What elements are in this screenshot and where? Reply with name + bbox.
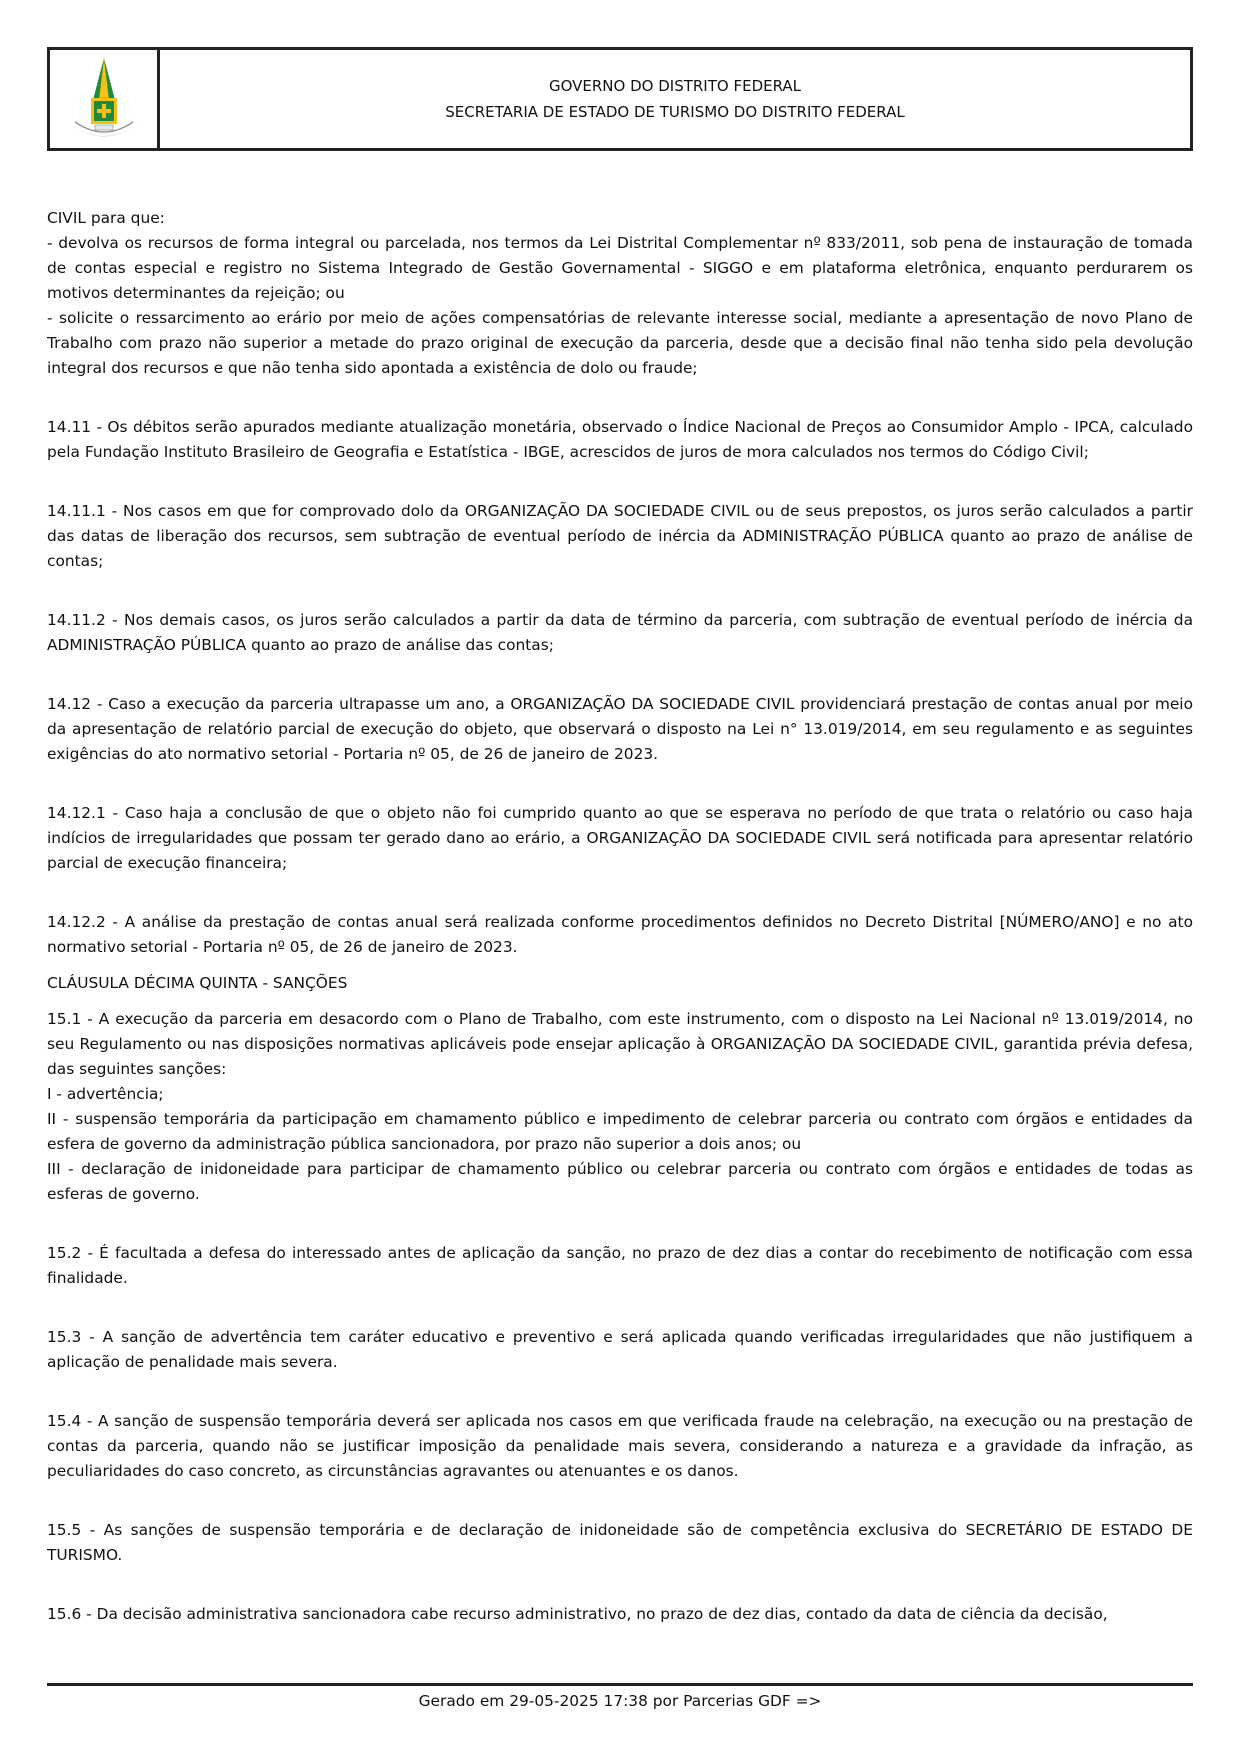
header-secretariat-title: SECRETARIA DE ESTADO DE TURISMO DO DISTRITO FEDERAL xyxy=(445,103,905,121)
paragraph: 15.3 - A sanção de advertência tem caráter educativo e preventivo e será aplicada quando verificadas irregularidades que não justifiquem a aplicação de penalidade mais severa. xyxy=(47,1328,1193,1371)
paragraph: 14.11.2 - Nos demais casos, os juros serão calculados a partir da data de término da parceria, com subtração de eventual período de inércia da ADMINISTRAÇÃO PÚBLICA quanto ao prazo de análise das contas; xyxy=(47,611,1193,654)
paragraph: 15.1 - A execução da parceria em desacordo com o Plano de Trabalho, com este instrumento, com o disposto na Lei Nacional nº 13.019/2014, no seu Regulamento ou nas disposições normativas aplicáveis pode ensejar aplicação à ORGANIZAÇÃO DA SOCIEDADE CIVIL, garantida prévia defesa, das seguintes sanções: xyxy=(47,1010,1193,1078)
paragraph: - devolva os recursos de forma integral ou parcelada, nos termos da Lei Distrital Complementar nº 833/2011, sob pena de instauração de tomada de contas especial e registro no Sistema Integrado de Gestão Governamental - SIGGO e em plataforma eletrônica, enquanto perdurarem os motivos determinantes da rejeição; ou xyxy=(47,234,1193,302)
footer-generated-note: Gerado em 29-05-2025 17:38 por Parcerias GDF => xyxy=(418,1692,822,1710)
gdf-emblem-icon xyxy=(65,54,143,144)
paragraph: 15.2 - É facultada a defesa do interessado antes de aplicação da sanção, no prazo de dez dias a contar do recebimento de notificação com essa finalidade. xyxy=(47,1244,1193,1287)
paragraph: 14.12.2 - A análise da prestação de contas anual será realizada conforme procedimentos definidos no Decreto Distrital [NÚMERO/ANO] e no ato normativo setorial - Portaria nº 05, de 26 de janeiro de 2023. xyxy=(47,913,1193,956)
document-header xyxy=(47,47,1193,151)
logo-cell xyxy=(50,50,160,148)
header-government-title: GOVERNO DO DISTRITO FEDERAL xyxy=(548,77,802,95)
paragraph: 15.4 - A sanção de suspensão temporária deverá ser aplicada nos casos em que verificada fraude na celebração, na execução ou na prestação de contas da parceria, quando não se justificar imposição da penalidade mais severa, considerando a natureza e a gravidade da infração, as peculiaridades do caso concreto, as circunstâncias agravantes ou atenuantes e os danos. xyxy=(47,1412,1193,1480)
list-item: I - advertência; xyxy=(47,1085,164,1103)
paragraph: 14.11 - Os débitos serão apurados mediante atualização monetária, observado o Índice Nacional de Preços ao Consumidor Amplo - IPCA, calculado pela Fundação Instituto Brasileiro de Geografia e Estatística - IBGE, acrescidos de juros de mora calculados nos termos do Código Civil; xyxy=(47,418,1193,461)
paragraph: 14.12.1 - Caso haja a conclusão de que o objeto não foi cumprido quanto ao que se esperava no período de que trata o relatório ou caso haja indícios de irregularidades que possam ter gerado dano ao erário, a ORGANIZAÇÃO DA SOCIEDADE CIVIL será notificada para apresentar relatório parcial de execução financeira; xyxy=(47,804,1193,872)
header-titles xyxy=(160,50,1190,148)
paragraph: CIVIL para que: xyxy=(47,209,165,227)
document-body xyxy=(47,206,1193,1627)
list-item: II - suspensão temporária da participação em chamamento público e impedimento de celebrar parceria ou contrato com órgãos e entidades da esfera de governo da administração pública sancionadora, por prazo não superior a dois anos; ou xyxy=(47,1110,1193,1153)
footer-divider xyxy=(47,1683,1193,1686)
paragraph: 14.12 - Caso a execução da parceria ultrapasse um ano, a ORGANIZAÇÃO DA SOCIEDADE CIVIL providenciará prestação de contas anual por meio da apresentação de relatório parcial de execução do objeto, que observará o disposto na Lei n° 13.019/2014, em seu regulamento e as seguintes exigências do ato normativo setorial - Portaria nº 05, de 26 de janeiro de 2023. xyxy=(47,695,1193,763)
paragraph: 14.11.1 - Nos casos em que for comprovado dolo da ORGANIZAÇÃO DA SOCIEDADE CIVIL ou de seus prepostos, os juros serão calculados a partir das datas de liberação dos recursos, sem subtração de eventual período de inércia da ADMINISTRAÇÃO PÚBLICA quanto ao prazo de análise de contas; xyxy=(47,502,1193,570)
paragraph: - solicite o ressarcimento ao erário por meio de ações compensatórias de relevante interesse social, mediante a apresentação de novo Plano de Trabalho com prazo não superior a metade do prazo original de execução da parceria, desde que a decisão final não tenha sido pela devolução integral dos recursos e que não tenha sido apontada a existência de dolo ou fraude; xyxy=(47,309,1193,377)
paragraph: 15.6 - Da decisão administrativa sancionadora cabe recurso administrativo, no prazo de dez dias, contado da data de ciência da decisão, xyxy=(47,1605,1108,1623)
list-item: III - declaração de inidoneidade para participar de chamamento público ou celebrar parceria ou contrato com órgãos e entidades de todas as esferas de governo. xyxy=(47,1160,1193,1203)
paragraph: 15.5 - As sanções de suspensão temporária e de declaração de inidoneidade são de competência exclusiva do SECRETÁRIO DE ESTADO DE TURISMO. xyxy=(47,1521,1193,1564)
clause-heading: CLÁUSULA DÉCIMA QUINTA - SANÇÕES xyxy=(47,974,348,992)
